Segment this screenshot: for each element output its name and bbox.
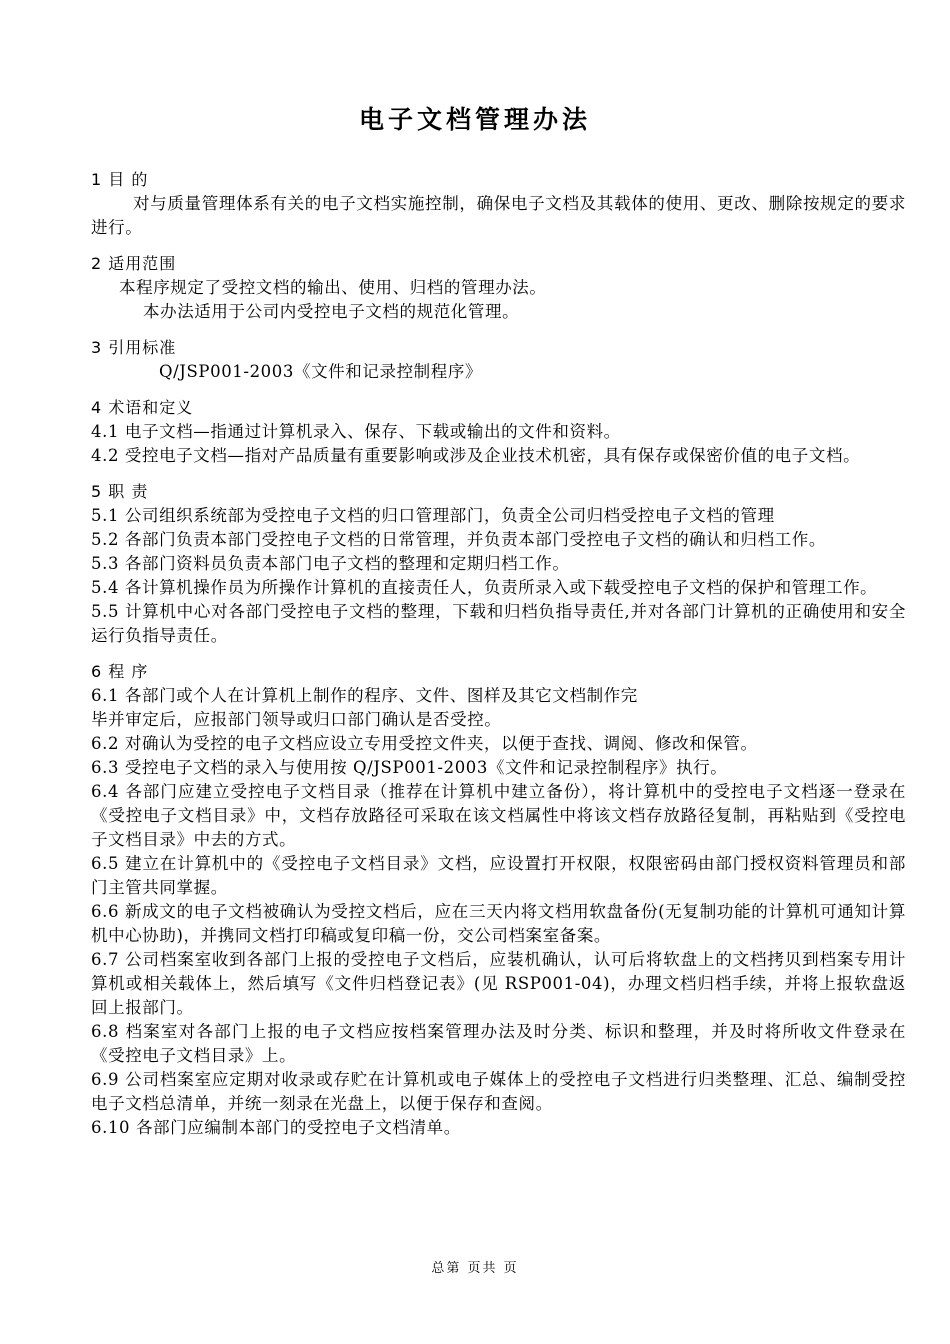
section-heading: 2 适用范围 bbox=[91, 254, 177, 273]
paragraph: 6.4 各部门应建立受控电子文档目录（推荐在计算机中建立备份），将计算机中的受控电子文档逐一登录在《受控电子文档目录》中，文档存放路径可采取在该文档属性中将该文档存放路径复制，再粘贴到《受控电子文档目录》中去的方式。 bbox=[91, 782, 906, 849]
paragraph: 5.2 各部门负责本部门受控电子文档的日常管理，并负责本部门受控电子文档的确认和归档工作。 bbox=[91, 530, 826, 549]
paragraph: 4.1 电子文档—指通过计算机录入、保存、下载或输出的文件和资料。 bbox=[91, 422, 621, 441]
paragraph: 5.4 各计算机操作员为所操作计算机的直接责任人，负责所录入或下载受控电子文档的保护和管理工作。 bbox=[91, 578, 878, 597]
section-responsibilities bbox=[91, 480, 906, 648]
page-title: 电子文档管理办法 bbox=[358, 105, 591, 134]
paragraph: 6.10 各部门应编制本部门的受控电子文档清单。 bbox=[91, 1118, 461, 1137]
section-heading: 6 程 序 bbox=[91, 662, 149, 681]
paragraph: 6.5 建立在计算机中的《受控电子文档目录》文档，应设置打开权限，权限密码由部门授权资料管理员和部门主管共同掌握。 bbox=[91, 854, 906, 897]
paragraph: 6.3 受控电子文档的录入与使用按 Q/JSP001-2003《文件和记录控制程序》执行。 bbox=[91, 758, 728, 777]
page-footer: 总第 页共 页 bbox=[431, 1261, 519, 1276]
paragraph: 5.3 各部门资料员负责本部门电子文档的整理和定期归档工作。 bbox=[91, 554, 570, 573]
section-references bbox=[91, 336, 906, 384]
paragraph: 6.1 各部门或个人在计算机上制作的程序、文件、图样及其它文档制作完 bbox=[91, 686, 638, 705]
document-body bbox=[91, 168, 906, 1140]
paragraph: 本程序规定了受控文档的输出、使用、归档的管理办法。 bbox=[119, 278, 547, 297]
paragraph: 6.9 公司档案室应定期对收录或存贮在计算机或电子媒体上的受控电子文档进行归类整理、汇总、编制受控电子文档总清单，并统一刻录在光盘上，以便于保存和查阅。 bbox=[91, 1070, 906, 1113]
paragraph: 对与质量管理体系有关的电子文档实施控制，确保电子文档及其载体的使用、更改、删除按规定的要求进行。 bbox=[91, 194, 906, 237]
paragraph: 5.1 公司组织系统部为受控电子文档的归口管理部门，负责全公司归档受控电子文档的管理 bbox=[91, 506, 775, 525]
paragraph: 毕并审定后，应报部门领导或归口部门确认是否受控。 bbox=[91, 710, 502, 729]
paragraph: 5.5 计算机中心对各部门受控电子文档的整理，下载和归档负指导责任,并对各部门计算机的正确使用和安全运行负指导责任。 bbox=[91, 602, 906, 645]
paragraph: 4.2 受控电子文档—指对产品质量有重要影响或涉及企业技术机密，具有保存或保密价值的电子文档。 bbox=[91, 446, 861, 465]
paragraph: 本办法适用于公司内受控电子文档的规范化管理。 bbox=[143, 302, 520, 321]
section-purpose bbox=[91, 168, 906, 240]
paragraph: 6.8 档案室对各部门上报的电子文档应按档案管理办法及时分类、标识和整理，并及时将所收文件登录在《受控电子文档目录》上。 bbox=[91, 1022, 906, 1065]
section-heading: 5 职 责 bbox=[91, 482, 149, 501]
section-heading: 1 目 的 bbox=[91, 170, 149, 189]
section-heading: 4 术语和定义 bbox=[91, 398, 194, 417]
paragraph: Q/JSP001-2003《文件和记录控制程序》 bbox=[159, 362, 483, 381]
paragraph: 6.2 对确认为受控的电子文档应设立专用受控文件夹，以便于查找、调阅、修改和保管。 bbox=[91, 734, 758, 753]
section-definitions bbox=[91, 396, 906, 468]
section-scope bbox=[91, 252, 906, 324]
paragraph: 6.7 公司档案室收到各部门上报的受控电子文档后，应装机确认，认可后将软盘上的文档拷贝到档案专用计算机或相关载体上，然后填写《文件归档登记表》(见 RSP001-04)，办理文档归档手续，并将上报软盘返回上报部门。 bbox=[91, 950, 906, 1017]
section-procedure bbox=[91, 660, 906, 1140]
paragraph: 6.6 新成文的电子文档被确认为受控文档后，应在三天内将文档用软盘备份(无复制功能的计算机可通知计算机中心协助)，并携同文档打印稿或复印稿一份，交公司档案室备案。 bbox=[91, 902, 906, 945]
section-heading: 3 引用标准 bbox=[91, 338, 177, 357]
